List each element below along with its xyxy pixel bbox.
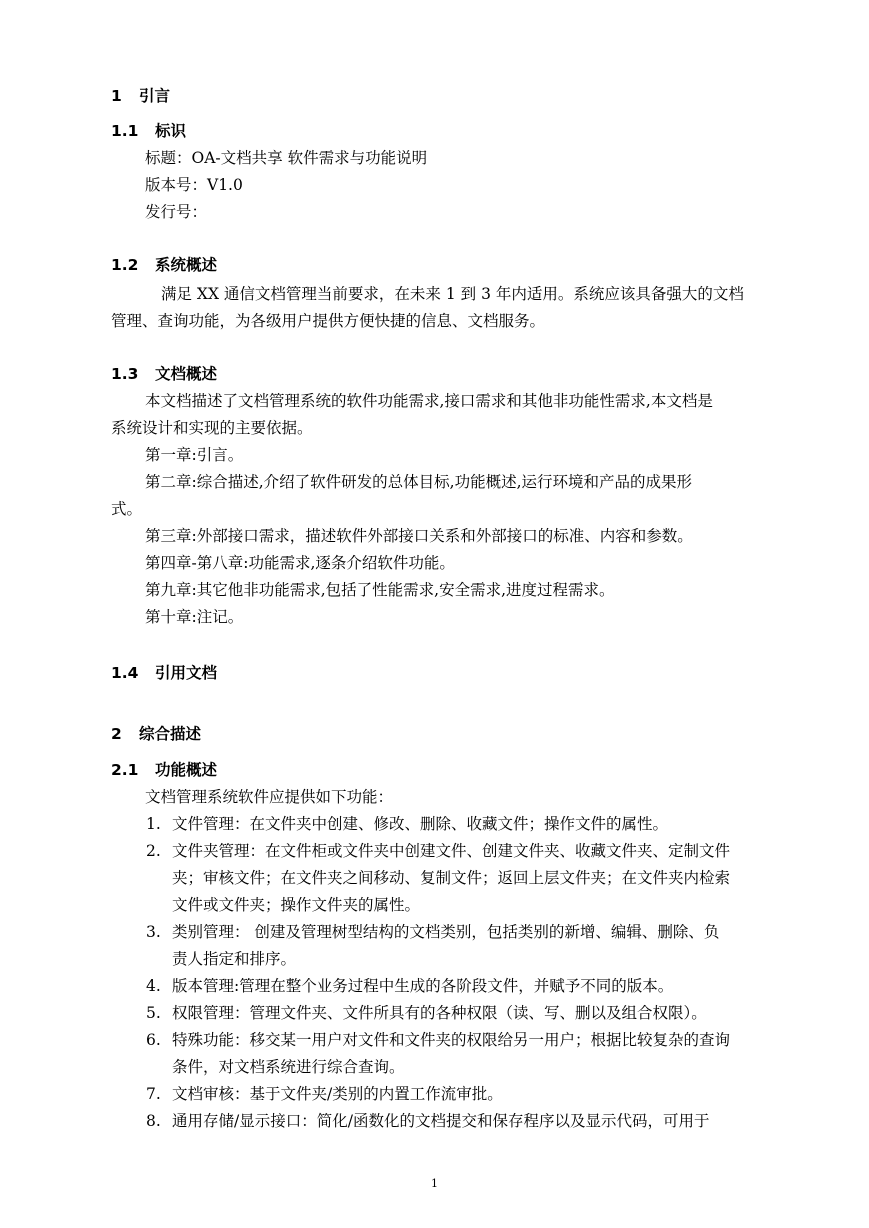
heading-number: 1.4 [111, 664, 139, 682]
list-item-number: 4. [146, 977, 161, 995]
list-item-text: 文件夹管理：在文件柜或文件夹中创建文件、创建文件夹、收藏文件夹、定制文件 [172, 842, 731, 860]
chapter-1-desc: 第一章:引言。 [145, 446, 244, 464]
list-item-text: 通用存储/显示接口：简化/函数化的文档提交和保存程序以及显示代码，可用于 [172, 1112, 710, 1130]
page-number: 1 [431, 1177, 438, 1190]
list-item-number: 1. [146, 815, 161, 833]
chapter-2-desc-line1: 第二章:综合描述,介绍了软件研发的总体目标,功能概述,运行环境和产品的成果形 [145, 473, 693, 491]
list-item-number: 6. [146, 1031, 161, 1049]
heading-1 [111, 86, 170, 106]
heading-1-3 [111, 364, 217, 384]
chapter-10-desc: 第十章:注记。 [145, 608, 244, 626]
list-item-number: 3. [146, 923, 161, 941]
list-item-text: 夹；审核文件；在文件夹之间移动、复制文件；返回上层文件夹；在文件夹内检索 [172, 869, 731, 887]
system-overview-line1: 满足 XX 通信文档管理当前要求，在未来 1 到 3 年内适用。系统应该具备强大的文档 [161, 285, 744, 303]
heading-1-2 [111, 255, 217, 275]
list-item-text: 条件，对文档系统进行综合查询。 [172, 1058, 405, 1076]
list-item-text: 版本管理:管理在整个业务过程中生成的各阶段文件，并赋予不同的版本。 [172, 977, 674, 995]
system-overview-line2: 管理、查询功能，为各级用户提供方便快捷的信息、文档服务。 [111, 312, 546, 330]
chapter-4-8-desc: 第四章-第八章:功能需求,逐条介绍软件功能。 [145, 554, 455, 572]
list-item-text: 责人指定和排序。 [172, 950, 297, 968]
heading-1-1 [111, 121, 186, 141]
heading-2-1 [111, 760, 217, 780]
heading-number: 2 [111, 725, 122, 743]
list-item-number: 8. [146, 1112, 161, 1130]
heading-number: 1.3 [111, 365, 139, 383]
doc-overview-intro-line1: 本文档描述了文档管理系统的软件功能需求,接口需求和其他非功能性需求,本文档是 [145, 392, 713, 410]
heading-title: 综合描述 [139, 725, 202, 743]
doc-overview-intro-line2: 系统设计和实现的主要依据。 [111, 419, 313, 437]
chapter-9-desc: 第九章:其它他非功能需求,包括了性能需求,安全需求,进度过程需求。 [145, 581, 615, 599]
list-item-text: 特殊功能：移交某一用户对文件和文件夹的权限给另一用户；根据比较复杂的查询 [172, 1031, 731, 1049]
heading-title: 文档概述 [155, 365, 218, 383]
heading-number: 1 [111, 87, 122, 105]
list-item-text: 权限管理：管理文件夹、文件所具有的各种权限（读、写、删以及组合权限）。 [172, 1004, 707, 1022]
list-item-number: 2. [146, 842, 161, 860]
chapter-2-desc-line2: 式。 [111, 500, 143, 518]
heading-title: 引用文档 [155, 664, 218, 682]
list-item-text: 文档审核：基于文件夹/类别的内置工作流审批。 [172, 1085, 503, 1103]
heading-title: 引言 [139, 87, 171, 105]
heading-2 [111, 724, 201, 744]
title-line: 标题：OA-文档共享 软件需求与功能说明 [145, 149, 428, 167]
function-overview-intro: 文档管理系统软件应提供如下功能： [145, 788, 394, 806]
heading-number: 2.1 [111, 761, 139, 779]
list-item-text: 类别管理： 创建及管理树型结构的文档类别，包括类别的新增、编辑、删除、负 [172, 923, 720, 941]
release-line: 发行号： [145, 203, 208, 221]
heading-title: 系统概述 [155, 256, 218, 274]
heading-1-4 [111, 663, 217, 683]
list-item-text: 文件或文件夹；操作文件夹的属性。 [172, 896, 421, 914]
heading-number: 1.2 [111, 256, 139, 274]
version-line: 版本号：V1.0 [145, 176, 243, 194]
heading-number: 1.1 [111, 122, 139, 140]
heading-title: 功能概述 [155, 761, 218, 779]
heading-title: 标识 [155, 122, 187, 140]
chapter-3-desc: 第三章:外部接口需求，描述软件外部接口关系和外部接口的标准、内容和参数。 [145, 527, 693, 545]
list-item-text: 文件管理：在文件夹中创建、修改、删除、收藏文件；操作文件的属性。 [172, 815, 669, 833]
list-item-number: 5. [146, 1004, 161, 1022]
list-item-number: 7. [146, 1085, 161, 1103]
